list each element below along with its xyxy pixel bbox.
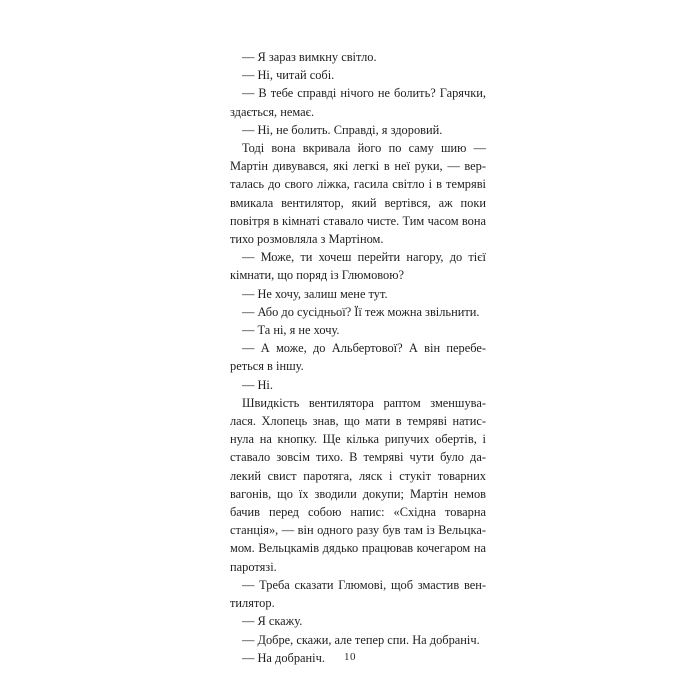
paragraph: — Ні, читай собі. [242, 68, 335, 83]
page-text-block [230, 48, 486, 667]
paragraph: — Та ні, я не хочу. [242, 323, 340, 338]
paragraph: — Треба сказати Глюмові, щоб змастив вентилятор. [230, 577, 486, 611]
paragraph: — Може, ти хочеш перейти нагору, до тієї кімнати, що поряд із Глюмовою? [230, 250, 486, 283]
paragraph: — Ні. [242, 377, 273, 392]
paragraph: — А може, до Альбертової? А він перебереться в іншу. [230, 341, 486, 374]
paragraph: — Або до сусідньої? Її теж можна звільнити. [242, 304, 480, 319]
page-number: 10 [344, 651, 356, 663]
paragraph: — Ні, не болить. Справді, я здоровий. [242, 122, 443, 137]
paragraph: — Не хочу, залиш мене тут. [242, 286, 388, 301]
paragraph: — На добраніч. [242, 650, 325, 665]
paragraph: Тоді вона вкривала його по саму шию — Мартін дивувався, які легкі в неї руки, — верталась до свого ліжка, гасила світло і в темряві вмикала вентилятор, який вертівся, аж поки повітря в кімнаті ставало чисте. Тим часом вона тихо розмовляла з Мартіном. [230, 141, 486, 247]
paragraph: — Я скажу. [242, 614, 303, 629]
paragraph: Швидкість вентилятора раптом зменшувалася. Хлопець знав, що мати в темряві натиснула на кнопку. Ще кілька рипучих обертів, і ставало зовсім тихо. В темряві чути було далекий свист паротяга, ляск і стукіт товарних вагонів, що їх зводили докупи; Мартін немов бачив перед собою напис: «Східна товарна станція», — він одного разу був там із Вельцкамом. Вельцкамів дядько працював кочегаром на паротязі. [230, 395, 486, 574]
paragraph: — Добре, скажи, але тепер спи. На добраніч. [242, 632, 480, 647]
paragraph: — В тебе справді нічого не болить? Гарячки, здається, немає. [230, 86, 486, 119]
paragraph: — Я зараз вимкну світло. [242, 50, 377, 64]
